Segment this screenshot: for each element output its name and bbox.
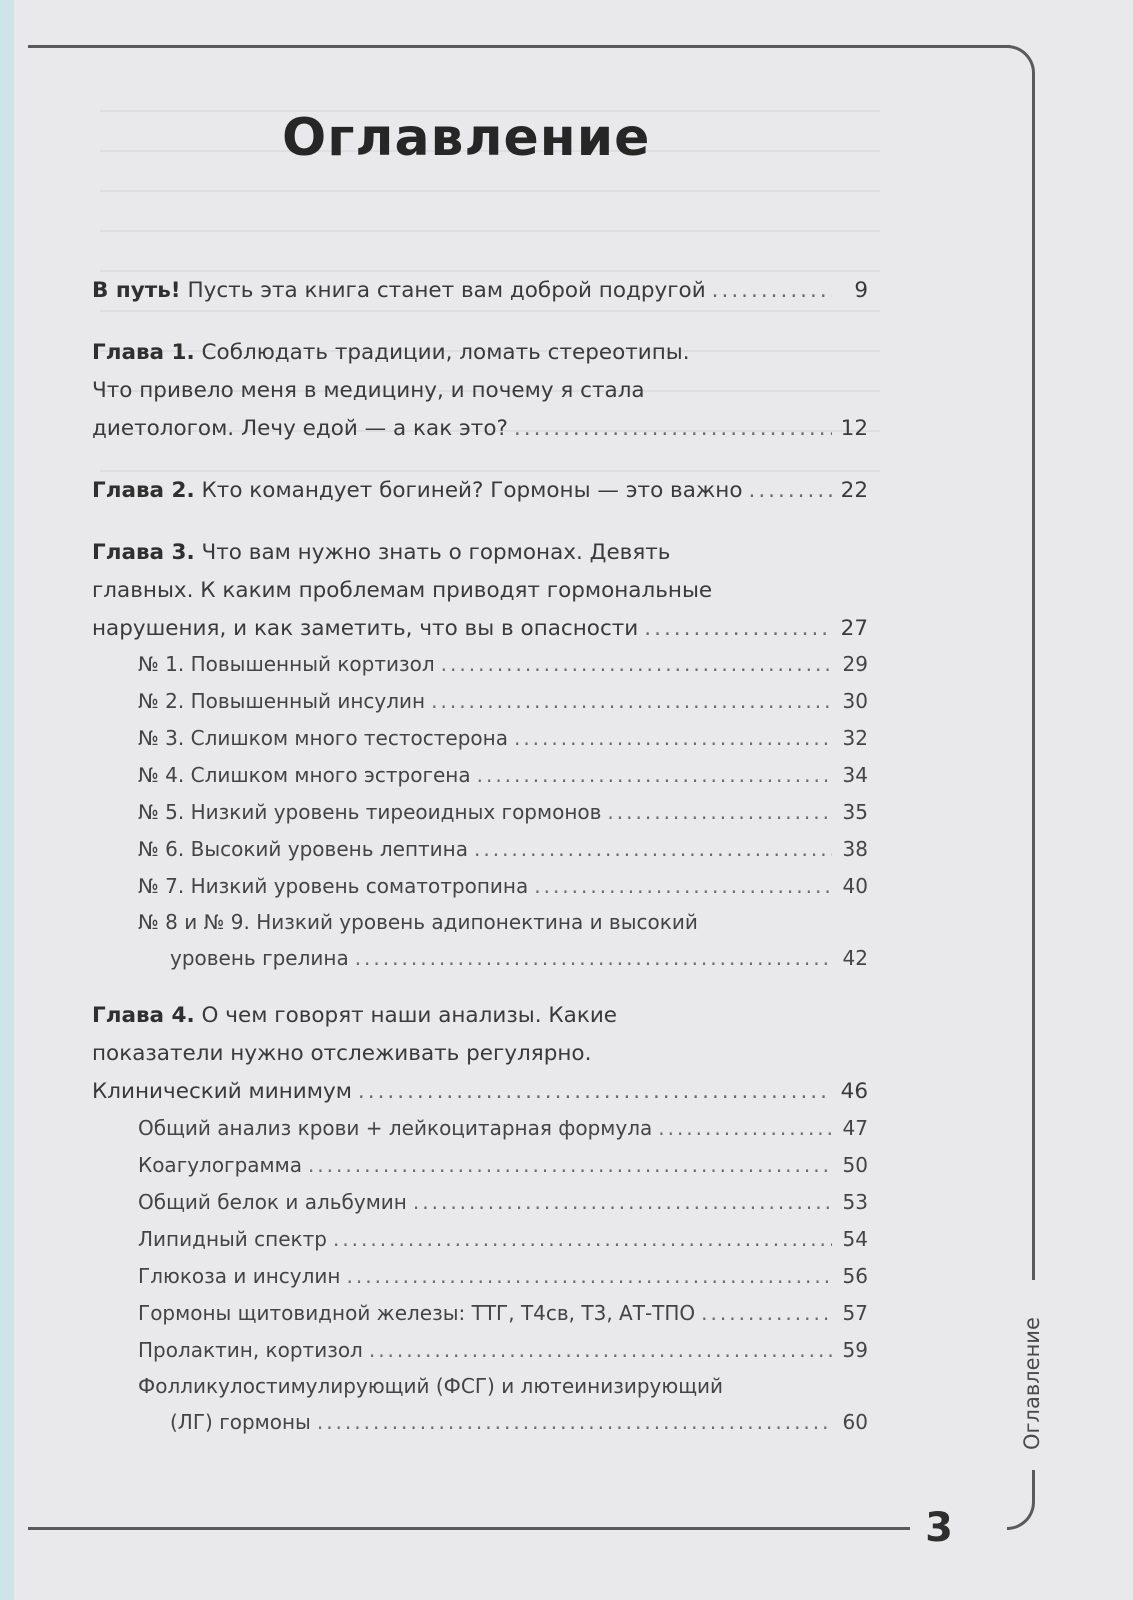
entry-title-line: Что вам нужно знать о гормонах. Девять: [201, 540, 671, 565]
toc-subentry[interactable]: [138, 831, 868, 867]
entry-title-line: Соблюдать традиции, ломать стереотипы.: [201, 340, 690, 365]
entry-title-line: Клинический минимум: [92, 1079, 352, 1104]
entry-title-line: нарушения, и как заметить, что вы в опасности: [92, 616, 639, 641]
subentry-title-line: № 8 и № 9. Низкий уровень адипонектина и высокий: [138, 910, 698, 934]
page-edge-strip: [0, 0, 14, 1600]
subentry-page: 53: [842, 1190, 868, 1214]
subentry-page: 56: [842, 1264, 868, 1288]
toc-subentry[interactable]: [138, 1258, 868, 1294]
toc-subentry[interactable]: [138, 1147, 868, 1183]
leader-dots: [701, 1295, 832, 1331]
subentry-title-line: Фолликулостимулирующий (ФСГ) и лютеинизирующий: [138, 1374, 724, 1398]
leader-dots: [441, 646, 832, 682]
subentry-page: 32: [842, 726, 868, 750]
subentry-page: 59: [842, 1338, 868, 1362]
subentry-page: 38: [842, 837, 868, 861]
toc-subentry[interactable]: [138, 1295, 868, 1331]
subentry-title: № 2. Повышенный инсулин: [138, 689, 426, 713]
subentry-page: 42: [842, 946, 868, 970]
leader-dots: [514, 410, 832, 448]
leader-dots: [644, 610, 832, 648]
subentry-title: Пролактин, кортизол: [138, 1338, 363, 1362]
leader-dots: [712, 272, 832, 310]
frame-bottom-rule: [28, 1527, 910, 1530]
subentry-title: Липидный спектр: [138, 1227, 327, 1251]
entry-title-line: показатели нужно отслеживать регулярно.: [92, 1041, 592, 1066]
running-section-label: Оглавление: [1020, 1317, 1044, 1450]
subentry-page: 34: [842, 763, 868, 787]
subentry-title: Коагулограмма: [138, 1153, 302, 1177]
leader-dots: [358, 1073, 832, 1111]
leader-dots: [749, 472, 833, 510]
entry-title-line: Что привело меня в медицину, и почему я стала: [92, 378, 645, 403]
subentry-title: № 4. Слишком много эстрогена: [138, 763, 471, 787]
toc-entry-chapter-4[interactable]: [92, 997, 868, 1111]
toc-subentry[interactable]: [138, 1332, 868, 1368]
subentry-page: 29: [842, 652, 868, 676]
entry-page: 22: [840, 478, 868, 503]
leader-dots: [431, 683, 832, 719]
entry-title: Кто командует богиней? Гормоны — это важно: [201, 478, 743, 503]
entry-page: 27: [840, 616, 868, 641]
toc-subentry[interactable]: [138, 1110, 868, 1146]
page-title: Оглавление: [282, 108, 651, 168]
entry-page: 46: [840, 1079, 868, 1104]
toc-subentry[interactable]: [138, 794, 868, 830]
subentry-title: № 5. Низкий уровень тиреоидных гормонов: [138, 800, 602, 824]
subentry-title: № 7. Низкий уровень соматотропина: [138, 874, 529, 898]
leader-dots: [347, 1258, 833, 1294]
leader-dots: [308, 1147, 832, 1183]
subentry-page: 57: [842, 1301, 868, 1325]
toc-entry-chapter-2[interactable]: [92, 472, 868, 510]
entry-label: В путь!: [92, 278, 181, 303]
subentry-title: Общий белок и альбумин: [138, 1190, 407, 1214]
subentry-title: Гормоны щитовидной железы: ТТГ, Т4св, Т3, АТ-ТПО: [138, 1301, 696, 1325]
toc-entry-chapter-1[interactable]: [92, 334, 868, 448]
subentry-title: уровень грелина: [170, 946, 349, 970]
subentry-page: 47: [842, 1116, 868, 1140]
subentry-title: Глюкоза и инсулин: [138, 1264, 341, 1288]
leader-dots: [355, 940, 832, 976]
leader-dots: [658, 1110, 832, 1146]
entry-title-line: главных. К каким проблемам приводят гормональные: [92, 578, 713, 603]
subentry-page: 40: [842, 874, 868, 898]
leader-dots: [607, 794, 832, 830]
toc-subentry[interactable]: [138, 757, 868, 793]
page-number: 3: [915, 1500, 963, 1556]
toc-subentry[interactable]: [138, 868, 868, 904]
subentry-page: 54: [842, 1227, 868, 1251]
subentry-title: Общий анализ крови + лейкоцитарная формула: [138, 1116, 653, 1140]
leader-dots: [534, 868, 832, 904]
entry-title-line: О чем говорят наши анализы. Какие: [201, 1003, 618, 1028]
subentry-title: № 6. Высокий уровень лептина: [138, 837, 468, 861]
entry-label: Глава 4.: [92, 1003, 195, 1028]
leader-dots: [477, 757, 832, 793]
subentry-page: 35: [842, 800, 868, 824]
toc-subentry[interactable]: [138, 646, 868, 682]
entry-page: 12: [840, 416, 868, 441]
toc-subentry[interactable]: [138, 720, 868, 756]
frame-top-rule: [28, 45, 1010, 48]
toc-entry-intro[interactable]: [92, 272, 868, 310]
subentry-title: № 3. Слишком много тестостерона: [138, 726, 508, 750]
subentry-page: 50: [842, 1153, 868, 1177]
entry-title-line: диетологом. Лечу едой — а как это?: [92, 416, 508, 441]
toc-subentry[interactable]: [138, 1221, 868, 1257]
leader-dots: [317, 1404, 832, 1440]
entry-title: Пусть эта книга станет вам доброй подругой: [187, 278, 706, 303]
entry-label: Глава 2.: [92, 478, 195, 503]
entry-label: Глава 3.: [92, 540, 195, 565]
toc-subentry[interactable]: [138, 904, 868, 976]
leader-dots: [333, 1221, 832, 1257]
entry-page: 9: [854, 278, 868, 303]
entry-label: Глава 1.: [92, 340, 195, 365]
toc-subentry[interactable]: [138, 1368, 868, 1440]
leader-dots: [413, 1184, 832, 1220]
subentry-page: 30: [842, 689, 868, 713]
toc-subentry[interactable]: [138, 683, 868, 719]
toc-subentry[interactable]: [138, 1184, 868, 1220]
toc-entry-chapter-3[interactable]: [92, 534, 868, 648]
subentry-page: 60: [842, 1410, 868, 1434]
leader-dots: [474, 831, 832, 867]
subentry-title: (ЛГ) гормоны: [170, 1410, 311, 1434]
leader-dots: [514, 720, 832, 756]
subentry-title: № 1. Повышенный кортизол: [138, 652, 435, 676]
leader-dots: [369, 1332, 832, 1368]
